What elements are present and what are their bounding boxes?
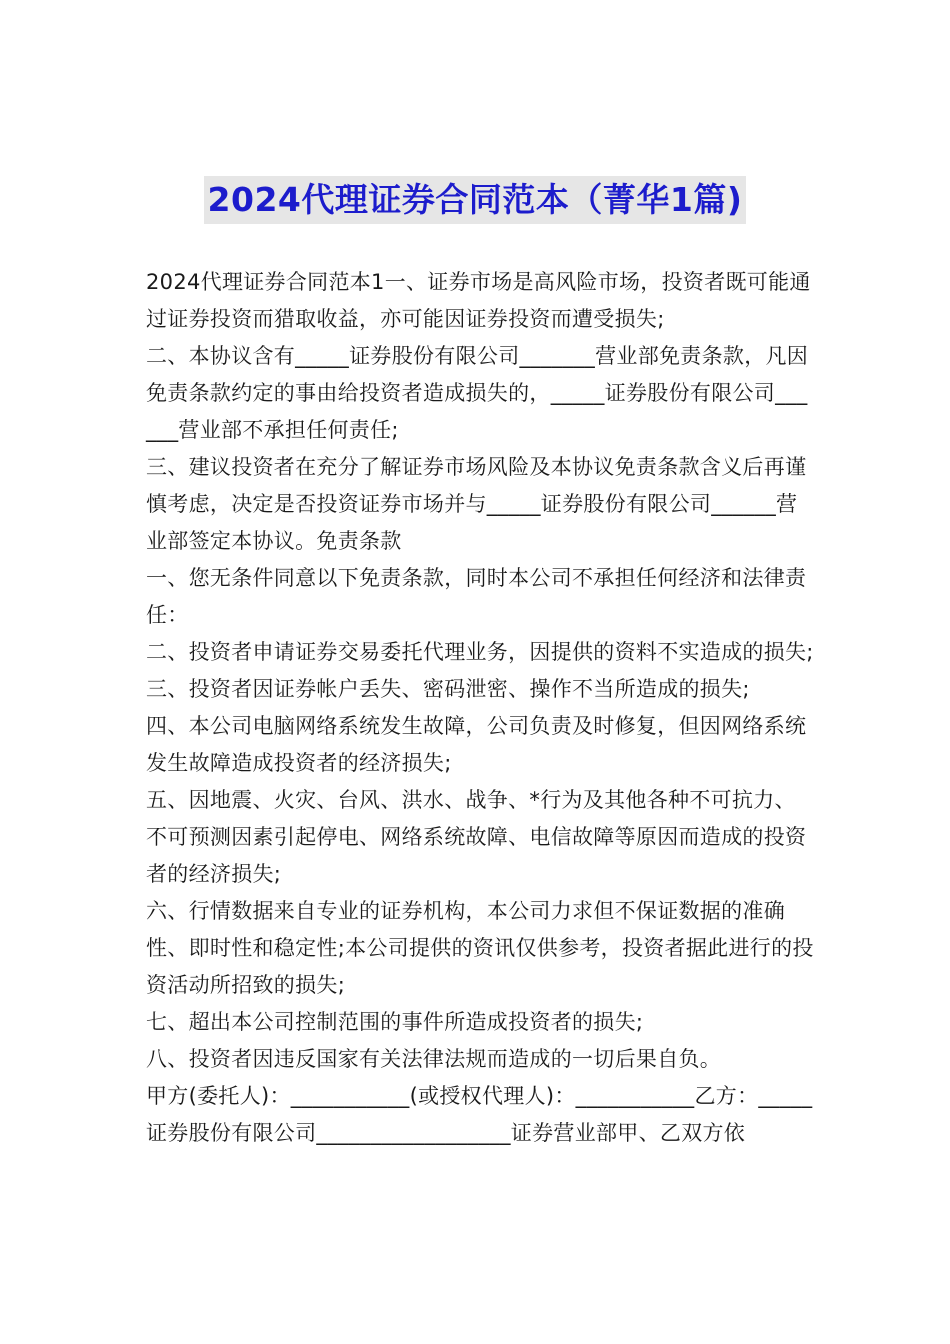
- paragraph: 七、超出本公司控制范围的事件所造成投资者的损失;: [146, 1010, 644, 1034]
- paragraph: 一、您无条件同意以下免责条款，同时本公司不承担任何经济和法律责任：: [146, 566, 807, 627]
- paragraph: 二、本协议含有_____证券股份有限公司_______营业部免责条款，凡因免责条款约定的事由给投资者造成损失的，_____证券股份有限公司______营业部不承担任何责任;: [146, 344, 809, 442]
- paragraph: 甲方(委托人)：___________(或授权代理人)：___________乙方：_____证券股份有限公司__________________证券营业部甲、乙双方依: [146, 1084, 813, 1145]
- paragraph: 八、投资者因违反国家有关法律法规而造成的一切后果自负。: [146, 1047, 722, 1071]
- page-title: [0, 176, 950, 224]
- paragraph: 三、建议投资者在充分了解证券市场风险及本协议免责条款含义后再谨慎考虑，决定是否投资证券市场并与_____证券股份有限公司______营业部签定本协议。免责条款: [146, 455, 807, 553]
- paragraph: 四、本公司电脑网络系统发生故障，公司负责及时修复，但因网络系统发生故障造成投资者的经济损失;: [146, 714, 807, 775]
- paragraph: 六、行情数据来自专业的证券机构，本公司力求但不保证数据的准确性、即时性和稳定性;本公司提供的资讯仅供参考，投资者据此进行的投资活动所招致的损失;: [146, 899, 814, 997]
- page-title-text: 2024代理证券合同范本（菁华1篇): [204, 176, 747, 224]
- paragraph: 二、投资者申请证券交易委托代理业务，因提供的资料不实造成的损失;: [146, 640, 814, 664]
- paragraph: 三、投资者因证券帐户丢失、密码泄密、操作不当所造成的损失;: [146, 677, 750, 701]
- document-body: [146, 264, 814, 1152]
- paragraph: 2024代理证券合同范本1一、证券市场是高风险市场，投资者既可能通过证券投资而猎取收益，亦可能因证券投资而遭受损失;: [146, 270, 811, 331]
- paragraph: 五、因地震、火灾、台风、洪水、战争、*行为及其他各种不可抗力、不可预测因素引起停电、网络系统故障、电信故障等原因而造成的投资者的经济损失;: [146, 788, 807, 886]
